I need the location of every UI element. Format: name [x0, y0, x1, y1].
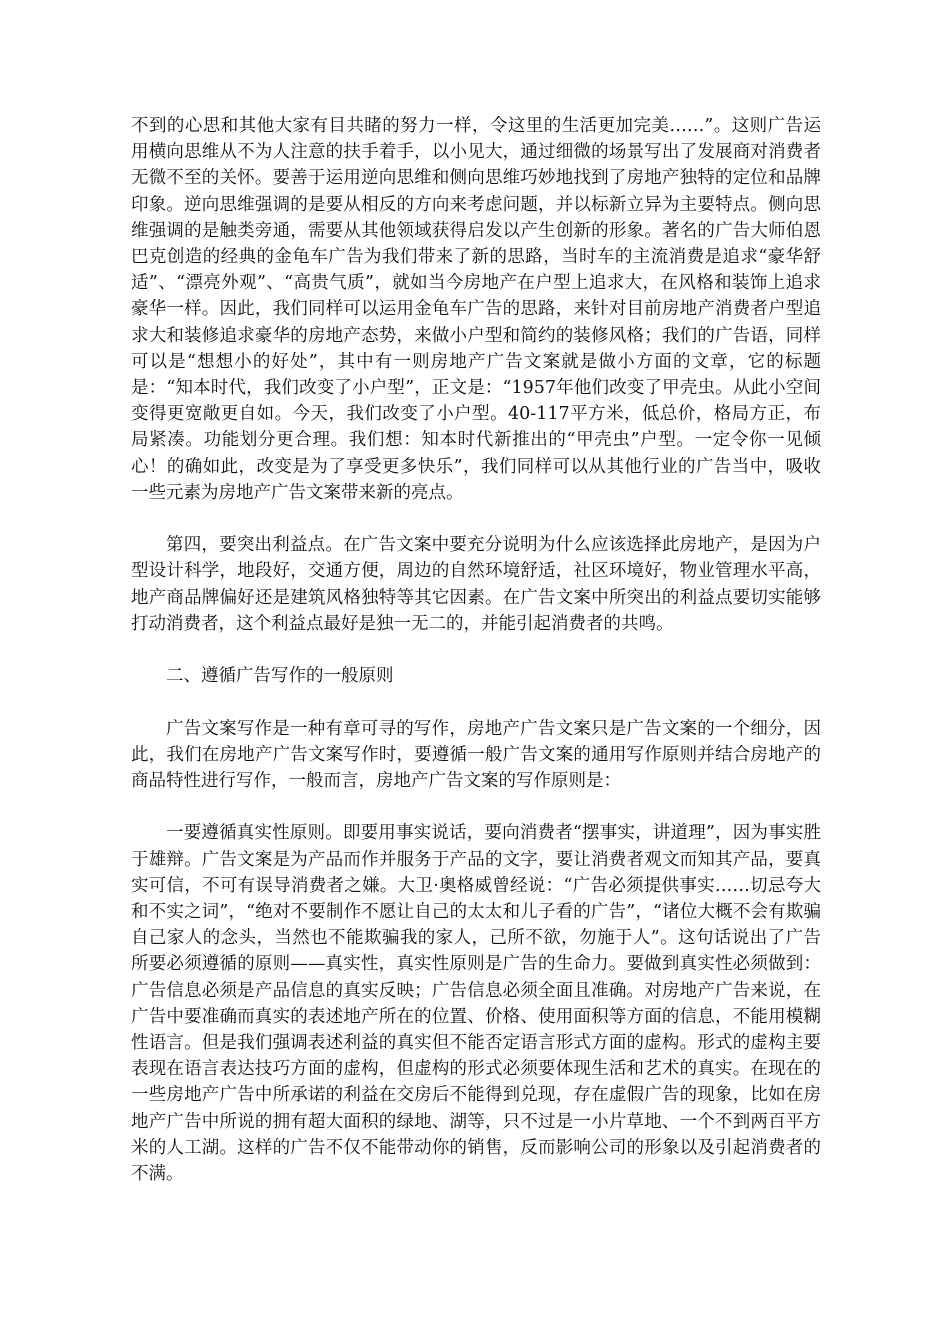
- paragraph-truthfulness: 一要遵循真实性原则。即要用事实说话，要向消费者“摆事实，讲道理”，因为事实胜于雄辩。广告文案是为产品而作并服务于产品的文字，要让消费者观文而知其产品，要真实可信，不可有误导消费者之嫌。大卫·奥格威曾经说：“广告必须提供事实……切忌夸大和不实之词”，“绝对不要制作不愿让自己的太太和儿子看的广告”，“诸位大概不会有欺骗自己家人的念头，当然也不能欺骗我的家人，己所不欲，勿施于人”。这句话说出了广告所要必须遵循的原则——真实性，真实性原则是广告的生命力。要做到真实性必须做到：广告信息必须是产品信息的真实反映；广告信息必须全面且准确。对房地产广告来说，在广告中要准确而真实的表述地产所在的位置、价格、使用面积等方面的信息，不能用模糊性语言。但是我们强调表述利益的真实但不能否定语言形式方面的虚构。形式的虚构主要表现在语言表达技巧方面的虚构，但虚构的形式必须要体现生活和艺术的真实。在现在的一些房地产广告中所承诺的利益在交房后不能得到兑现，存在虚假广告的现象，比如在房地产广告中所说的拥有超大面积的绿地、湖等，只不过是一小片草地、一个不到两百平方米的人工湖。这样的广告不仅不能带动你的销售，反而影响公司的形象以及引起消费者的不满。: [131, 823, 821, 1185]
- document-page: [131, 113, 821, 1213]
- paragraph-continued: 不到的心思和其他大家有目共睹的努力一样，令这里的生活更加完美……”。这则广告运用横向思维从不为人注意的扶手着手，以小见大，通过细微的场景写出了发展商对消费者无微不至的关怀。要善于运用逆向思维和侧向思维巧妙地找到了房地产独特的定位和品牌印象。逆向思维强调的是要从相反的方向来考虑问题，并以标新立异为主要特点。侧向思维强调的是触类旁通，需要从其他领域获得启发以产生创新的形象。著名的广告大师伯恩巴克创造的经典的金龟车广告为我们带来了新的思路，当时车的主流消费是追求“豪华舒适”、“漂亮外观”、“高贵气质”，就如当今房地产在户型上追求大，在风格和装饰上追求豪华一样。因此，我们同样可以运用金龟车广告的思路，来针对目前房地产消费者户型追求大和装修追求豪华的房地产态势，来做小户型和简约的装修风格；我们的广告语，同样可以是“想想小的好处”，其中有一则房地产广告文案就是做小方面的文章，它的标题是：“知本时代，我们改变了小户型”，正文是：“1957年他们改变了甲壳虫。从此小空间变得更宽敞更自如。今天，我们改变了小户型。40-117平方米，低总价，格局方正，布局紧凑。功能划分更合理。我们想：知本时代新推出的“甲壳虫”户型。一定令你一见倾心！的确如此，改变是为了享受更多快乐”，我们同样可以从其他行业的广告当中，吸收一些元素为房地产广告文案带来新的亮点。: [131, 116, 821, 503]
- paragraph-benefit-point: 第四，要突出利益点。在广告文案中要充分说明为什么应该选择此房地产，是因为户型设计科学，地段好，交通方便，周边的自然环境舒适，社区环境好，物业管理水平高，地产商品牌偏好还是建筑风格独特等其它因素。在广告文案中所突出的利益点要切实能够打动消费者，这个利益点最好是独一无二的，并能引起消费者的共鸣。: [131, 535, 821, 634]
- paragraph-general-principles: 广告文案写作是一种有章可寻的写作，房地产广告文案只是广告文案的一个细分，因此，我们在房地产广告文案写作时，要遵循一般广告文案的通用写作原则并结合房地产的商品特性进行写作，一般而言，房地产广告文案的写作原则是：: [131, 718, 821, 792]
- section-heading: 二、遵循广告写作的一般原则: [166, 666, 394, 687]
